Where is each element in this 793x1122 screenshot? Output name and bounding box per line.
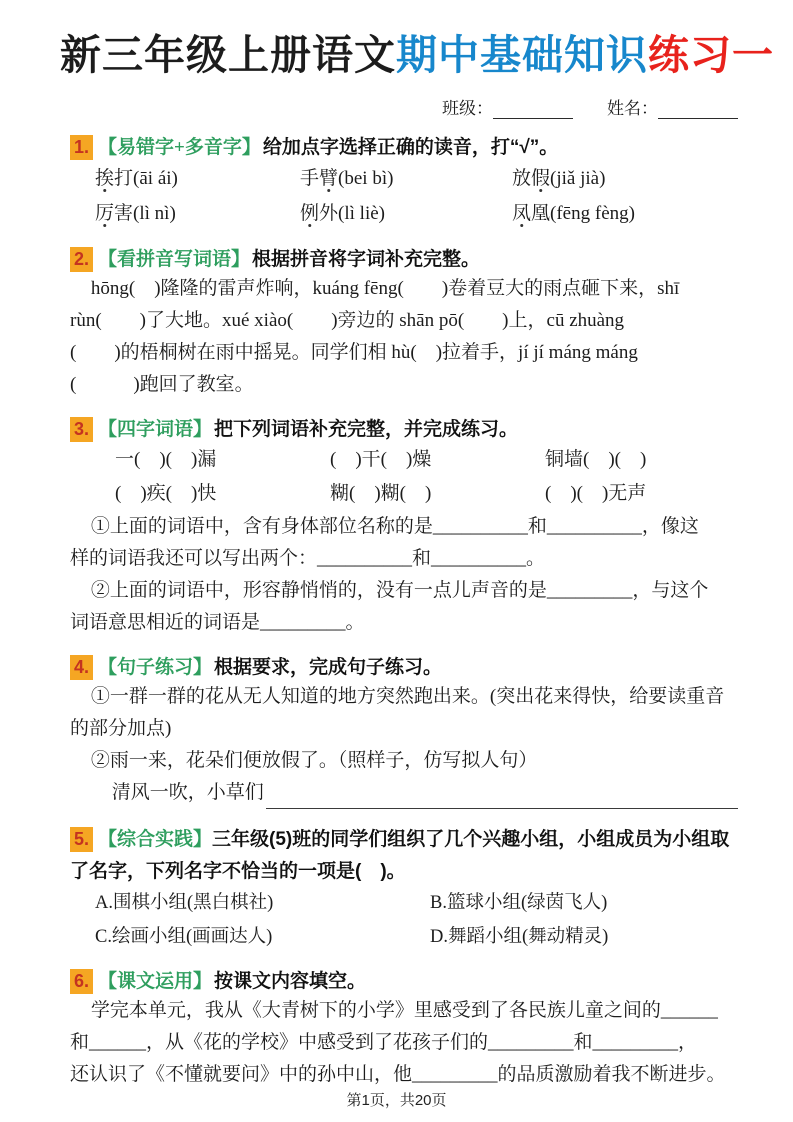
pinyin-choices: (fēng fèng) (550, 203, 635, 224)
paragraph-line: 还认识了《不懂就要问》中的孙中山，他_________的品质激励着我不断进步。 (70, 1064, 726, 1085)
idiom-row (70, 443, 738, 477)
paragraph-line: ( )跑回了教室。 (70, 374, 254, 395)
answer-prefix: 清风一吹，小草们 (111, 782, 264, 803)
dotted-char: 假 (531, 168, 551, 189)
section-5 (70, 824, 738, 953)
question-title: 根据要求，完成句子练习。 (214, 657, 443, 678)
question-number-badge: 4. (70, 655, 93, 680)
question-number-badge: 2. (70, 247, 93, 272)
section-5-header (70, 824, 738, 856)
paragraph-line: 和______，从《花的学校》中感受到了花孩子们的_________和_________， (70, 1032, 698, 1053)
class-field (442, 94, 573, 119)
title-part-blue: 期中基础知识 (396, 32, 648, 78)
word-text: 凰 (531, 203, 551, 224)
pinyin-word-row (70, 161, 738, 196)
student-info-row (70, 94, 738, 119)
sub-question-line: 词语意思相近的词语是_________。 (70, 612, 365, 633)
section-6-header (70, 968, 738, 995)
question-tag: 【课文运用】 (98, 971, 213, 992)
word-pinyin-item (512, 161, 738, 196)
question-title: 三年级(5)班的同学们组织了几个兴趣小组，小组成员为小组取 (212, 829, 730, 850)
question-number-badge: 6. (70, 969, 93, 994)
paragraph-line: hōng( )隆隆的雷声炸响，kuáng fēng( )卷着豆大的雨点砸下来，shī (90, 278, 680, 299)
question-tag: 【易错字+多音字】 (98, 137, 261, 158)
word-text: 害 (114, 203, 134, 224)
section-1-header (70, 134, 738, 161)
question-number-badge: 5. (70, 827, 93, 852)
sub-question-line: ①一群一群的花从无人知道的地方突然跑出来。(突出花来得快，给要读重音 (90, 686, 725, 707)
sub-question-line: ①上面的词语中，含有身体部位名称的是__________和__________，像这 (90, 516, 699, 537)
word-pinyin-item (512, 196, 738, 231)
sub-question-line: 样的词语我还可以写出两个：__________和__________。 (70, 548, 546, 569)
pinyin-choices: (lì liè) (338, 203, 385, 224)
pinyin-choices: (jiǎ jià) (550, 168, 606, 189)
question-tag: 【四字词语】 (98, 419, 213, 440)
name-field (607, 94, 738, 119)
question-tag: 【看拼音写词语】 (98, 249, 251, 270)
pinyin-word-row (70, 196, 738, 231)
word-text: 手 (300, 168, 320, 189)
word-pinyin-item (95, 196, 300, 231)
section-2 (70, 246, 738, 401)
pinyin-choices: (lì nì) (133, 203, 176, 224)
question-number-badge: 3. (70, 417, 93, 442)
section-4 (70, 654, 738, 809)
page-title (60, 30, 774, 80)
name-blank-line (658, 101, 738, 119)
pinyin-choices: (āi ái) (133, 168, 178, 189)
class-blank-line (493, 101, 573, 119)
page-number-footer: 第1页，共20页 (346, 1092, 447, 1109)
question-number-badge: 1. (70, 135, 93, 160)
options-grid (70, 888, 738, 953)
title-part-black: 新三年级上册语文 (60, 32, 396, 78)
option-d: D.舞蹈小组(舞动精灵) (430, 927, 609, 947)
question-title-continued: 了名字，下列名字不恰当的一项是( )。 (70, 861, 406, 882)
word-text: 打 (114, 168, 134, 189)
question-title: 按课文内容填空。 (214, 971, 367, 992)
idiom-item: ( )干( )燥 (330, 449, 432, 470)
question-tag: 【综合实践】 (98, 829, 213, 850)
paragraph-line: ( )的梧桐树在雨中摇晃。同学们相 hù( )拉着手，jí jí máng máng (70, 342, 638, 363)
answer-blank-line (266, 785, 738, 809)
word-text: 放 (512, 168, 532, 189)
question-tag: 【句子练习】 (98, 657, 213, 678)
sub-question-line: 的部分加点) (70, 718, 172, 739)
answer-line (70, 777, 738, 809)
dotted-char: 臂 (319, 168, 339, 189)
pinyin-choices: (bei bì) (338, 168, 394, 189)
word-text: 外 (319, 203, 339, 224)
section-2-header (70, 246, 738, 273)
section-3-header (70, 416, 738, 443)
question-title: 根据拼音将字词补充完整。 (252, 249, 481, 270)
word-pinyin-item (300, 196, 512, 231)
idiom-row (70, 477, 738, 511)
option-c: C.绘画小组(画画达人) (95, 927, 273, 947)
dotted-char: 挨 (95, 168, 115, 189)
option-b: B.篮球小组(绿茵飞人) (430, 893, 608, 913)
section-3 (70, 416, 738, 639)
idiom-item: 一( )( )漏 (115, 449, 217, 470)
word-pinyin-item (95, 161, 300, 196)
paragraph-line: rùn( )了大地。xué xiào( )旁边的 shān pō( )上，cū zhuàng (70, 310, 625, 331)
section-1 (70, 134, 738, 231)
sub-question-line: ②上面的词语中，形容静悄悄的，没有一点儿声音的是_________，与这个 (90, 580, 709, 601)
idiom-item: 铜墙( )( ) (545, 449, 647, 470)
idiom-item: 糊( )糊( ) (330, 483, 432, 504)
section-4-header (70, 654, 738, 681)
dotted-char: 厉 (95, 203, 115, 224)
option-a: A.围棋小组(黑白棋社) (95, 893, 274, 913)
title-part-red: 练习一 (648, 32, 774, 78)
idiom-item: ( )( )无声 (545, 483, 647, 504)
class-label: 班级： (442, 99, 493, 118)
sub-question-line: ②雨一来，花朵们便放假了。（照样子，仿写拟人句） (90, 750, 538, 771)
section-6 (70, 968, 738, 1091)
paragraph-line: 学完本单元，我从《大青树下的小学》里感受到了各民族儿童之间的______ (90, 1000, 718, 1021)
name-label: 姓名： (607, 99, 658, 118)
dotted-char: 凤 (512, 203, 532, 224)
idiom-item: ( )疾( )快 (115, 483, 217, 504)
question-title: 给加点字选择正确的读音，打“√”。 (262, 137, 559, 158)
dotted-char: 例 (300, 203, 320, 224)
word-pinyin-item (300, 161, 512, 196)
question-title: 把下列词语补充完整，并完成练习。 (214, 419, 519, 440)
